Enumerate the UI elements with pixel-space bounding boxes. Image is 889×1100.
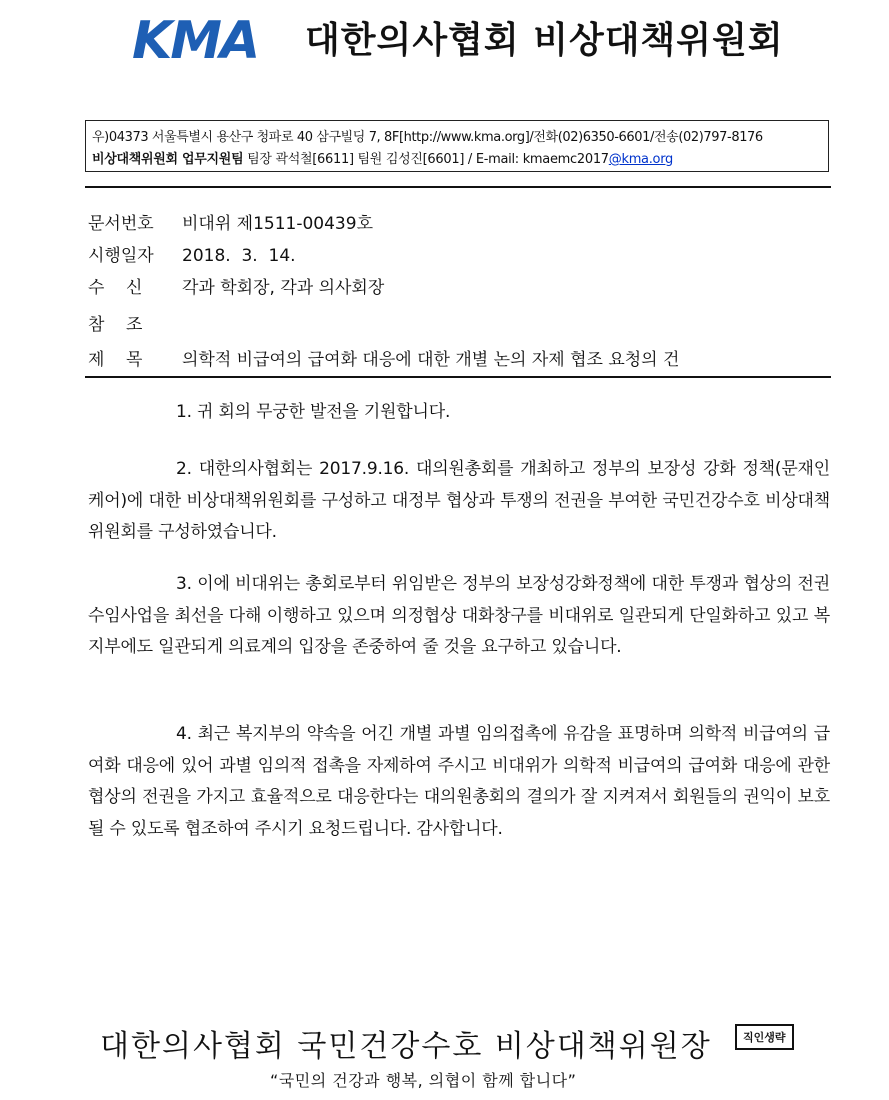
team-name: 비상대책위원회 업무지원팀 bbox=[92, 152, 244, 167]
body-paragraph-4: 4. 최근 복지부의 약속을 어긴 개별 과별 임의접촉에 유감을 표명하며 의학적 비급여의 급여화 대응에 있어 과별 임의적 접촉을 자제하여 주시고 비대위가 의학적 비급여의 급여화 대응에 관한 협상의 전권을 가지고 효율적으로 대응한다는 대의원총회의 결의가 잘 지켜져서 회원들의 권익이 보호될 수 있도록 협조하여 주시기 요청드립니다. 감사합니다. bbox=[88, 724, 830, 839]
organization-title: 대한의사협회 비상대책위원회 bbox=[305, 20, 784, 61]
body-paragraph-3: 3. 이에 비대위는 총회로부터 위임받은 정부의 보장성강화정책에 대한 투쟁과 협상의 전권 수임사업을 최선을 다해 이행하고 있으며 의정협상 대화창구를 비대위로 일관되게 단일화하고 있고 복지부에도 일관되게 의료계의 입장을 존중하여 줄 것을 요구하고 있습니다. bbox=[88, 574, 830, 657]
doc-number-label: 문서번호 bbox=[88, 214, 154, 234]
date-row bbox=[88, 241, 296, 266]
contact-details: 팀장 곽석철[6611] 팀원 김성진[6601] / E-mail: kmaemc2017 bbox=[243, 152, 609, 167]
email-link[interactable]: @kma.org bbox=[608, 152, 673, 167]
subject-row bbox=[88, 345, 679, 370]
date-value: 2018. 3. 14. bbox=[182, 246, 296, 266]
header-divider bbox=[85, 186, 831, 188]
reference-label: 참 조 bbox=[88, 315, 143, 335]
date-label: 시행일자 bbox=[88, 246, 154, 266]
contact-line bbox=[92, 148, 673, 167]
recipient-label: 수 신 bbox=[88, 278, 143, 298]
subject-divider bbox=[85, 376, 831, 378]
signature-title: 대한의사협회 국민건강수호 비상대책위원장 bbox=[100, 1029, 712, 1064]
address-line: 우)04373 서울특별시 용산구 청파로 40 삼구빌딩 7, 8F[http://www.kma.org]/전화(02)6350-6601/전송(02)797-8176 bbox=[92, 130, 763, 145]
reference-row bbox=[88, 310, 182, 335]
recipient-value: 각과 학회장, 각과 의사회장 bbox=[182, 278, 385, 298]
doc-number-row bbox=[88, 209, 373, 234]
body-paragraph-1: 1. 귀 회의 무궁한 발전을 기원합니다. bbox=[176, 402, 451, 422]
subject-value: 의학적 비급여의 급여화 대응에 대한 개별 논의 자제 협조 요청의 건 bbox=[182, 350, 680, 370]
logo-text: KMA bbox=[132, 14, 259, 64]
kma-logo bbox=[130, 14, 290, 64]
recipient-row bbox=[88, 273, 384, 298]
subject-label: 제 목 bbox=[88, 350, 143, 370]
seal-omitted-stamp: 직인생략 bbox=[735, 1024, 794, 1050]
body-paragraph-2: 2. 대한의사협회는 2017.9.16. 대의원총회를 개최하고 정부의 보장성 강화 정책(문재인케어)에 대한 비상대책위원회를 구성하고 대정부 협상과 투쟁의 전권을 부여한 국민건강수호 비상대책위원회를 구성하였습니다. bbox=[88, 459, 830, 542]
doc-number: 비대위 제1511-00439호 bbox=[182, 214, 373, 234]
slogan: “국민의 건강과 행복, 의협이 함께 합니다” bbox=[270, 1071, 577, 1090]
